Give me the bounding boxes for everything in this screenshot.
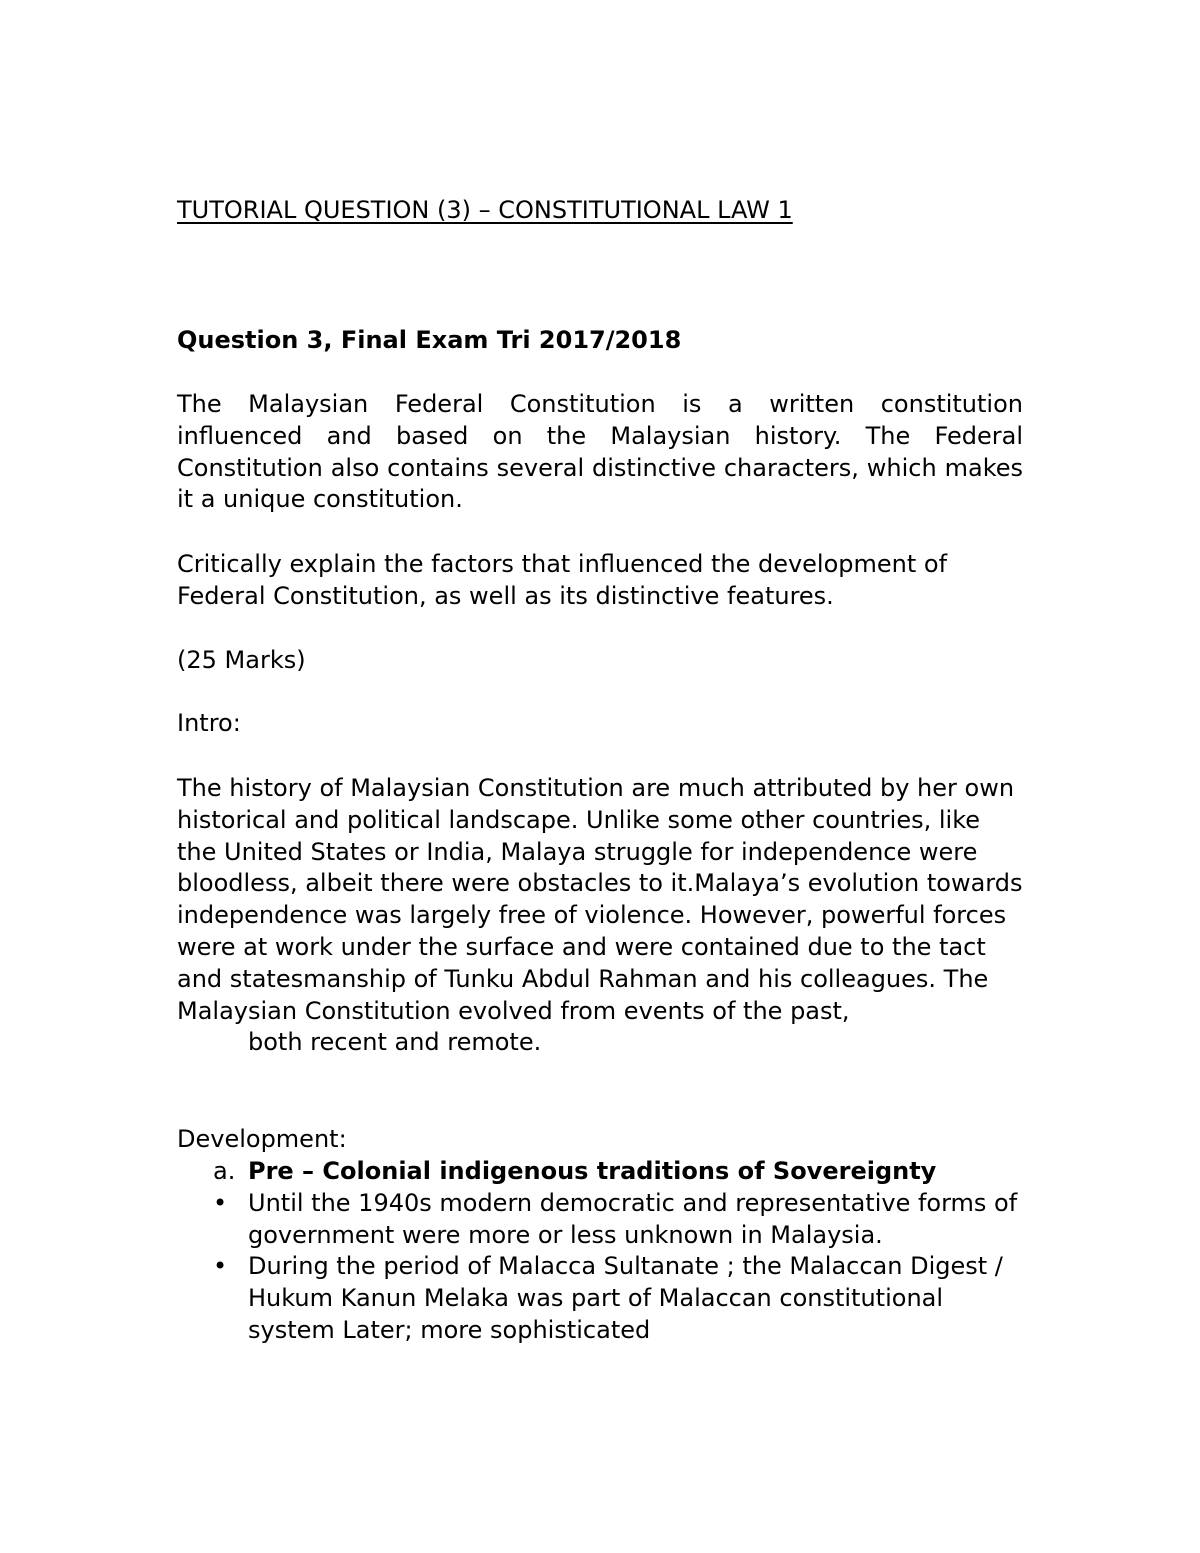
intro-label: Intro: [177,709,241,737]
intro-paragraph [177,773,1023,1059]
question-paragraph-1: The Malaysian Federal Constitution is a written constitution influenced and based on the Malaysian history. The Federal Constitution also contains several distinctive characters, which makes it a unique constitution. [177,390,1023,514]
list-marker-alpha: a. [213,1157,236,1185]
bullet-icon: • [213,1252,228,1281]
development-heading: Pre – Colonial indigenous traditions of Sovereignty [248,1157,937,1185]
intro-text: The history of Malaysian Constitution are much attributed by her own historical and political landscape. Unlike some other countries, like the United States or India, Malaya struggle for independence were bloodless, albeit there were obstacles to it.Malaya’s evolution towards independence was largely free of violence. However, powerful forces were at work under the surface and were contained due to the tact and statesmanship of Tunku Abdul Rahman and his colleagues. The Malaysian Constitution evolved from events of the past, [177,774,1023,1025]
bullet-icon: • [213,1188,228,1217]
document-title: TUTORIAL QUESTION (3) – CONSTITUTIONAL LAW 1 [177,196,793,224]
list-item [177,1156,1023,1188]
list-item [177,1251,1023,1346]
bullet-text: During the period of Malacca Sultanate ; the Malaccan Digest / Hukum Kanun Melaka was part of Malaccan constitutional system Later; more sophisticated [248,1252,1003,1344]
development-label: Development: [177,1125,347,1153]
intro-text-hanging: both recent and remote. [248,1028,542,1057]
marks-label: (25 Marks) [177,646,306,674]
question-paragraph-2: Critically explain the factors that influenced the development of Federal Constitution, as well as its distinctive features. [177,550,948,610]
question-heading: Question 3, Final Exam Tri 2017/2018 [177,326,682,354]
bullet-text: Until the 1940s modern democratic and representative forms of government were more or less unknown in Malaysia. [248,1188,1018,1249]
list-item [177,1188,1023,1252]
development-list [177,1156,1023,1347]
